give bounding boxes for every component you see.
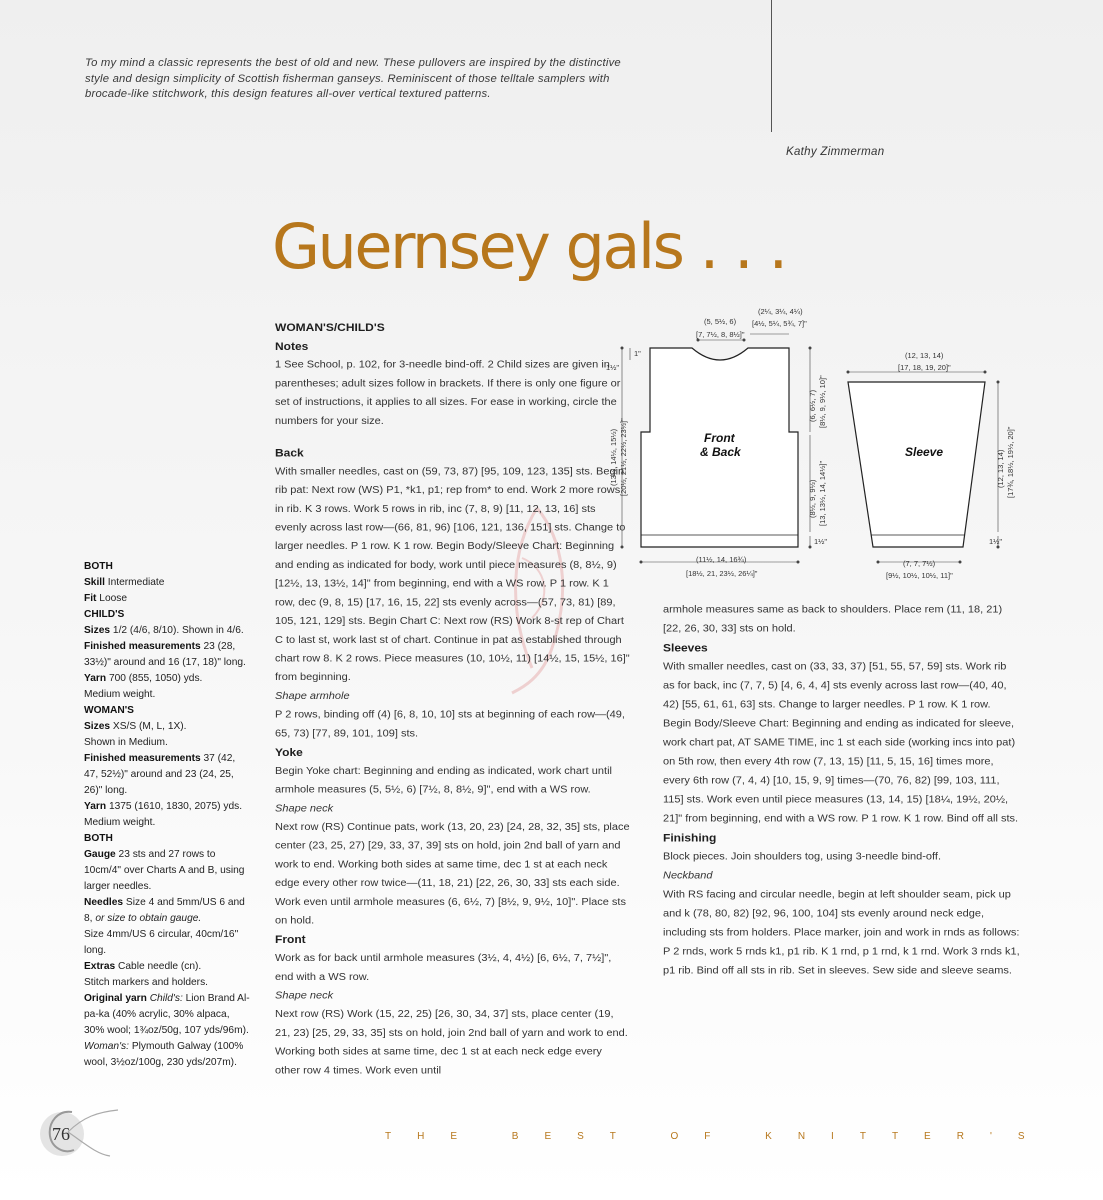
body-length-2: [13, 13½, 14, 14½]" bbox=[818, 460, 827, 526]
sleeve-length-1: (12, 13, 14) bbox=[996, 449, 1005, 488]
author-name: Kathy Zimmerman bbox=[786, 146, 885, 158]
neck-depth-2: 1" bbox=[634, 349, 641, 358]
needles-value: Size 4 and 5mm/US 6 and 8, bbox=[84, 897, 245, 924]
back-text: With smaller needles, cast on (59, 73, 87) [95, 109, 123, 135] sts. Begin rib pat: Next row (WS) P1, *k1, p1; rep from* to end. Work 2 more rows in rib. K 3 rows. Work 5 rows in rib, inc (7, 8, 9) [11, 12, 13, 16] sts evenly across last row—(66, 81, 96) [106, 121, 136, 151] sts. Change to larger needles. P 1 row. K 1 row. Begin Body/Sleeve Chart: Beginning and ending as indicated for body, work until piece measures (8, 8½, 9) [12½, 13, 13½, 14]" from beginning, end with a WS row. P 1 row. K 1 row, dec (9, 8, 15) [17, 16, 15, 22] sts evenly across—(57, 73, 81) [89, 105, 121, 129] sts. Begin Chart C: Next row (RS) Work 8-st rep of Chart C to last st, work last st of chart. Continue in pat as established through chart row 8. K 2 rows. Piece measures (10, 10½, 11) [14½, 15, 15½, 16]" from beginning. bbox=[275, 465, 630, 684]
front-neck-text: Next row (RS) Work (15, 22, 25) [26, 30, 34, 37] sts, place center (19, 21, 23) [25, 29, 33, 35] sts on hold, join 2nd ball of yarn and work to end. Working both sides at same time, dec 1 st at each neck edge every other row 4 times. Work even until bbox=[275, 1008, 628, 1077]
sleeve-schematic bbox=[848, 382, 985, 547]
child-yarn-value: 700 (855, 1050) yds. bbox=[108, 673, 203, 684]
shoulder-width-1: (2¼, 3¼, 4¼) bbox=[758, 307, 803, 316]
both-heading: BOTH bbox=[84, 561, 113, 572]
woman-yarn-weight: Medium weight. bbox=[84, 817, 156, 828]
woman-sizes-label: Sizes bbox=[84, 721, 111, 732]
extras-value-2: Stitch markers and holders. bbox=[84, 977, 209, 988]
fit-label: Fit bbox=[84, 593, 97, 604]
original-yarn-label: Original yarn bbox=[84, 993, 147, 1004]
extras-label: Extras bbox=[84, 961, 116, 972]
needles-circular: Size 4mm/US 6 circular, 40cm/16" long. bbox=[84, 929, 239, 956]
divider-line bbox=[771, 0, 772, 132]
woman-yarn-value: 1375 (1610, 1830, 2075) yds. bbox=[108, 801, 243, 812]
armhole-depth-1: (6, 6½, 7) bbox=[808, 389, 817, 422]
original-yarn-woman: Plymouth Galway (100% wool, 3½oz/100g, 230 yds/207m). bbox=[84, 1041, 244, 1068]
both-heading-2: BOTH bbox=[84, 833, 113, 844]
footer-text: THE BEST OF KNITTER'S bbox=[385, 1131, 1051, 1142]
skill-value: Intermediate bbox=[107, 577, 165, 588]
continued-text: armhole measures same as back to shoulders. Place rem (11, 18, 21) [22, 26, 30, 33] sts on hold. bbox=[663, 603, 1003, 635]
front-heading: Front bbox=[275, 932, 306, 947]
gauge-label: Gauge bbox=[84, 849, 116, 860]
neck-width-2: [7, 7½, 8, 8½]" bbox=[696, 330, 745, 339]
yoke-text: Begin Yoke chart: Beginning and ending as indicated, work chart until armhole measures (5, 5½, 6) [7½, 8, 8½, 9]", end with a WS row. bbox=[275, 765, 612, 796]
sleeve-top-2: [17, 18, 19, 20]" bbox=[898, 363, 951, 372]
woman-measurements-label: Finished measurements bbox=[84, 753, 201, 764]
sleeve-top-1: (12, 13, 14) bbox=[905, 351, 944, 360]
sleeves-heading: Sleeves bbox=[663, 640, 708, 655]
neck-depth: 1½" bbox=[606, 363, 620, 372]
shape-neck-subheading-2: Shape neck bbox=[275, 990, 334, 1002]
front-label: Front bbox=[704, 431, 735, 445]
notes-heading: Notes bbox=[275, 339, 309, 353]
child-sizes-value: 1/2 (4/6, 8/10). Shown in 4/6. bbox=[112, 625, 244, 636]
intro-paragraph: To my mind a classic represents the best of old and new. These pullovers are inspired by the distinctive style and design simplicity of Scottish fisherman ganseys. Reminiscent of those telltale samplers with brocade-like stitchwork, this design features all-over vertical textured patterns. bbox=[85, 57, 621, 100]
yoke-heading: Yoke bbox=[275, 745, 303, 759]
original-yarn-child-label: Child's: bbox=[149, 993, 183, 1004]
woman-shown-size: Shown in Medium. bbox=[84, 737, 168, 748]
front-label-2: & Back bbox=[700, 445, 741, 459]
sleeve-rib: 1½" bbox=[989, 537, 1003, 546]
section-heading: WOMAN'S/CHILD'S bbox=[275, 320, 385, 334]
specs-sidebar bbox=[84, 559, 252, 1071]
original-yarn-woman-label: Woman's: bbox=[84, 1041, 129, 1052]
body-length-1: (8½, 9, 9½) bbox=[808, 479, 817, 518]
needles-gauge-note: or size to obtain gauge. bbox=[95, 913, 202, 924]
fit-value: Loose bbox=[99, 593, 128, 604]
page-title: Guernsey gals . . . bbox=[272, 210, 786, 283]
sleeve-label: Sleeve bbox=[905, 445, 944, 459]
skill-label: Skill bbox=[84, 577, 105, 588]
armhole-text: P 2 rows, binding off (4) [6, 8, 10, 10] sts at beginning of each row—(49, 65, 73) [77, 89, 101, 109] sts. bbox=[275, 709, 625, 740]
sleeve-length-2: [17¾, 18½, 19½, 20]" bbox=[1006, 426, 1015, 498]
child-sizes-label: Sizes bbox=[84, 625, 111, 636]
womans-heading: WOMAN'S bbox=[84, 705, 134, 716]
back-heading: Back bbox=[275, 446, 304, 460]
needles-label: Needles bbox=[84, 897, 124, 908]
childs-heading: CHILD'S bbox=[84, 609, 125, 620]
armhole-depth-2: [8½, 9, 9½, 10]" bbox=[818, 375, 827, 428]
gauge-value: 23 sts and 27 rows to 10cm/4" over Charts A and B, using larger needles. bbox=[84, 849, 245, 892]
sleeves-text: With smaller needles, cast on (33, 33, 37) [51, 55, 57, 59] sts. Work rib as for back, inc (7, 7, 5) [4, 6, 4, 4] sts evenly across last row—(40, 40, 42) [55, 61, 61, 63] sts. Change to larger needles. P 1 row. K 1 row. Begin Body/Sleeve Chart: Beginning and ending as indicated for sleeve, work chart pat, AT SAME TIME, inc 1 st each side (working incs into pat) on 5th row, then every 4th row (7, 13, 15) [11, 5, 15, 16] times more, every 6th row (7, 4, 4) [10, 15, 9, 9] times—(70, 76, 82) [99, 103, 111, 115] sts. Work even until piece measures (13, 14, 15) [18¼, 19½, 20½, 21]" from beginning, end with a WS row. P 1 row. K 1 row. Bind off all sts. bbox=[663, 660, 1019, 825]
child-measurements-label: Finished measurements bbox=[84, 641, 201, 652]
instructions-column-right bbox=[663, 600, 1021, 980]
front-text: Work as for back until armhole measures (3½, 4, 4½) [6, 6½, 7, 7½]", end with a WS row. bbox=[275, 952, 612, 983]
child-measurements-value: 23 (28, 33½)" around and 16 (17, 18)" long. bbox=[84, 641, 246, 668]
child-yarn-label: Yarn bbox=[84, 673, 107, 684]
body-width-1: (11½, 14, 16¾) bbox=[696, 555, 747, 564]
neckband-subheading: Neckband bbox=[663, 869, 713, 882]
sleeve-bottom-2: [9½, 10½, 10½, 11]" bbox=[886, 571, 953, 580]
finishing-text: Block pieces. Join shoulders tog, using 3-needle bind-off. bbox=[663, 850, 942, 863]
total-length-2: [20½, 21½, 22½, 23½]" bbox=[619, 418, 628, 496]
page-number: 76 bbox=[52, 1124, 70, 1144]
extras-value: Cable needle (cn). bbox=[118, 961, 202, 972]
child-yarn-weight: Medium weight. bbox=[84, 689, 156, 700]
finishing-heading: Finishing bbox=[663, 830, 717, 845]
body-width-2: [18½, 21, 23½, 26¼]" bbox=[686, 569, 758, 578]
woman-measurements-value: 37 (42, 47, 52½)" around and 23 (24, 25, 26)" long. bbox=[84, 753, 236, 796]
neckband-text: With RS facing and circular needle, begin at left shoulder seam, pick up and k (78, 80, 82) [92, 96, 100, 104] sts evenly around neck edge, including sts from holders. Place marker, join and work in rnds as follows: P 2 rnds, work 5 rnds k1, p1 rib. K 1 rnd, p 1 rnd, k 1 rnd. Work 3 rnds k1, p1 rib. Bind off all sts in rib. Set in sleeves. Sew side and sleeve seams. bbox=[663, 888, 1020, 977]
instructions-column-main bbox=[275, 318, 630, 1080]
woman-sizes-value: XS/S (M, L, 1X). bbox=[112, 721, 187, 732]
total-length-1: (13½, 14½, 15½) bbox=[609, 428, 618, 486]
notes-text: 1 See School, p. 102, for 3-needle bind-off. 2 Child sizes are given in parentheses; adult sizes follow in brackets. If there is only one figure or set of instructions, it applies to all sizes. For ease in working, circle the numbers for your size. bbox=[275, 359, 621, 427]
neck-text: Next row (RS) Continue pats, work (13, 20, 23) [24, 28, 32, 35] sts, place center (23, 25, 27) [29, 33, 37, 39] sts on hold, join 2nd ball of yarn and work to end. Working both sides at same time, dec 1 st at each neck edge every other row twice—(11, 18, 21) [22, 26, 30, 33] sts each side. Work even until armhole measures (6, 6½, 7) [8½, 9, 9½, 10]". Place sts on hold. bbox=[275, 821, 630, 927]
sleeve-bottom-1: (7, 7, 7½) bbox=[903, 559, 936, 568]
shape-neck-subheading: Shape neck bbox=[275, 802, 334, 815]
shape-armhole-subheading: Shape armhole bbox=[275, 690, 350, 702]
rib-depth: 1½" bbox=[814, 537, 828, 546]
woman-yarn-label: Yarn bbox=[84, 801, 107, 812]
schematic-diagram bbox=[600, 300, 1040, 590]
shoulder-width-2: [4½, 5¼, 5¾, 7]" bbox=[752, 319, 807, 328]
neck-width-1: (5, 5½, 6) bbox=[704, 317, 737, 326]
original-yarn-child: Lion Brand Al-pa-ka (40% acrylic, 30% alpaca, 30% wool; 1¾oz/50g, 107 yds/96m). bbox=[84, 993, 250, 1036]
